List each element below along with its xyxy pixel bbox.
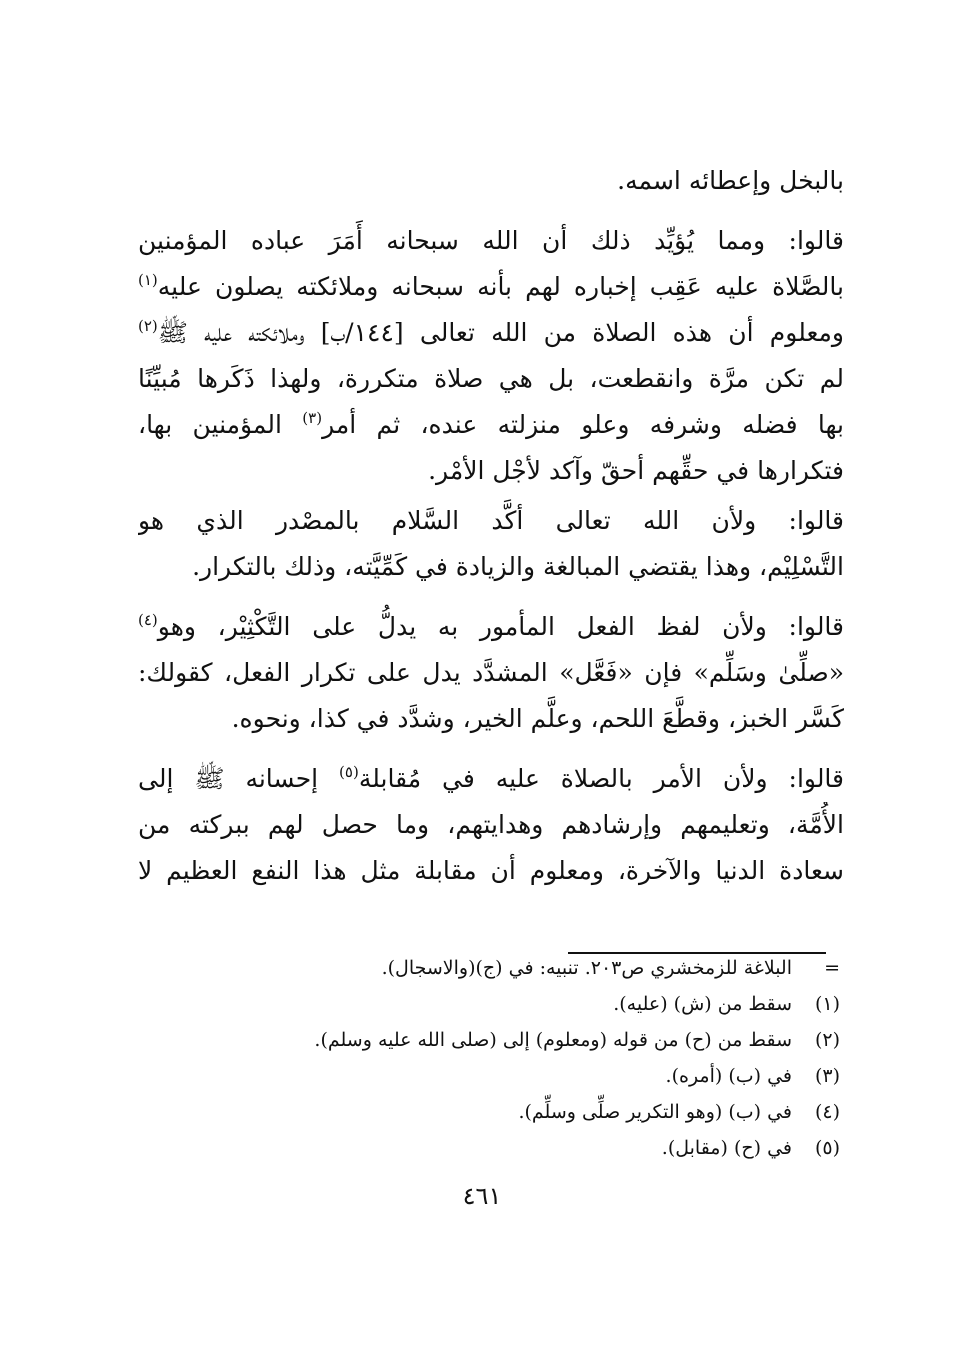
footnote-ref: (٢)	[138, 317, 158, 335]
text-line: بالبخل وإعطائه اسمه.	[617, 166, 844, 195]
text-line: سعادة الدنيا والآخرة، ومعلوم أن مقابلة مثل هذا النفع العظيم لا	[138, 856, 844, 885]
page-number: ٤٦١	[462, 1182, 502, 1210]
text-line: قالوا: ولأن لفظ الفعل المأمور به يدلُّ على التَّكْثِيْر، وهو$^{(٤)}$	[138, 611, 844, 641]
footnotes	[200, 950, 840, 1166]
footnote-item: (٣)في (ب) (أمره).	[665, 1065, 840, 1087]
footnote-ref: (١)	[138, 271, 158, 289]
text-line: بها فضله وشرفه وعلو منزلته عنده، ثم أمر$^{(٣)}$ المؤمنين بها،	[138, 409, 844, 439]
footnote-item: (٥)في (ح) (مقابل).	[661, 1137, 840, 1159]
text-line: بالصَّلاة عليه عَقِب إخباره لهم بأنه سبحانه وملائكته يصلون عليه$^{(١)}$	[138, 271, 844, 301]
text-line: الأُمَّة، وتعليمهم وإرشادهم وهدايتهم، وما حصل لهم ببركته من	[138, 810, 844, 839]
paragraph-1	[138, 218, 844, 494]
paragraph-2	[138, 498, 844, 590]
footnote-ref: (٥)	[339, 763, 359, 781]
text-line: قالوا: ولأن الأمر بالصلاة عليه في مُقابلة$^{(٥)}$ إحسانه ﷺ إلى	[138, 763, 844, 793]
text-line: فتكرارها في حقِّهم أحقّ وآكد لأجْل الأمْر.	[428, 456, 844, 485]
opening-line	[138, 158, 844, 204]
text-line: قالوا: ولأن الله تعالى أكَّد السَّلام بالمصْدر الذي هو	[138, 506, 844, 535]
footnote-item: (٢)سقط من (ح) من قوله (ومعلوم) إلى (صلى الله عليه وسلم).	[314, 1029, 840, 1051]
footnote-continuation: =البلاغة للزمخشري ص٢٠٣. تنبيه: في (ج)(والاسجال).	[381, 957, 840, 979]
text-line: قالوا: ومما يُؤيِّد ذلك أن الله سبحانه أَمَرَ عباده المؤمنين	[138, 226, 844, 255]
footnote-item: (١)سقط من (ش) (عليه).	[613, 993, 840, 1015]
footnote-ref: (٤)	[138, 611, 158, 629]
text-line: ومعلوم أن هذه الصلاة من الله تعالى [١٤٤/ب] وملائكته عليه ﷺ$^{(٢)}$	[138, 317, 844, 347]
text-line: التَّسْلِيْم، وهذا يقتضي المبالغة والزيادة في كَمِّيَّته، وذلك بالتكرار.	[192, 552, 844, 581]
footnote-item: (٤)في (ب) (وهو التكرير صلِّى وسلِّم).	[518, 1101, 840, 1123]
paragraph-4	[138, 756, 844, 894]
footnote-ref: (٣)	[302, 409, 323, 427]
text-line: لم تكن مرَّة وانقطعت، بل هي صلاة متكررة، ولهذا ذَكَرها مُبيِّنًا	[138, 364, 844, 393]
paragraph-3	[138, 604, 844, 742]
text-line: كَسَّر الخبز، وقطَّعَ اللحم، وعلَّم الخير، وشدَّد في كذا، ونحوه.	[231, 704, 844, 733]
text-line: «صلِّىٰ وسَلِّم» فإن «فَعَّل» المشدَّد يدل على تكرار الفعل، كقولك:	[138, 658, 844, 687]
